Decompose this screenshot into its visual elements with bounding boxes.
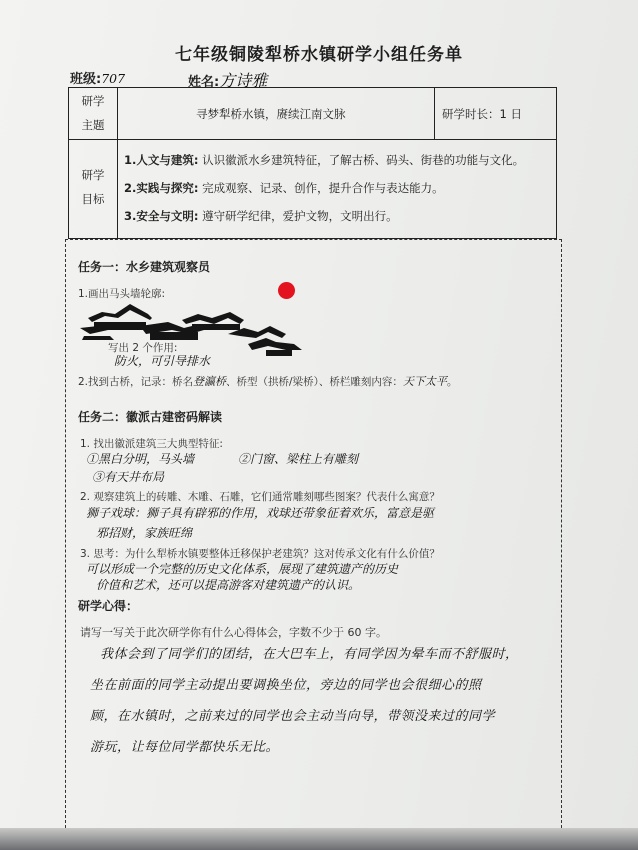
task-area-top — [65, 239, 562, 240]
name-value: 方诗雅 — [219, 71, 268, 90]
task1-title: 任务一：水乡建筑观察员 — [78, 260, 211, 274]
task1-q2: 2.找到古桥，记录：桥名登瀛桥、桥型（拱桥/梁桥）、桥栏雕刻内容：天下太平。 — [78, 375, 458, 388]
task2-q1-answer: ②门窗、梁柱上有雕刻 — [238, 452, 359, 466]
task2-q2-answer: 狮子戏球：狮子具有辟邪的作用，戏球还带象征着欢乐，富意是驱 — [86, 506, 435, 520]
bridge-name-answer: 登瀛桥 — [193, 375, 227, 388]
task1-q1-sub: 写出 2 个作用: — [108, 342, 178, 354]
reflection-title: 研学心得： — [78, 599, 139, 613]
task2-q3: 3. 思考：为什么犁桥水镇要整体迁移保护老建筑？这对传承文化有什么价值？ — [80, 548, 440, 560]
table-divider — [117, 87, 118, 238]
task2-title: 任务二：徽派古建密码解读 — [78, 410, 223, 424]
reflection-line: 游玩，让每位同学都快乐无比。 — [90, 740, 280, 755]
goal-item: 2.实践与探究: 完成观察、记录、创作，提升合作与表达能力。 — [124, 181, 444, 195]
task1-q1-answer: 防火，可引导排水 — [114, 354, 211, 368]
task1-q1: 1.画出马头墙轮廓: — [78, 288, 166, 300]
class-label: 班级: — [70, 72, 102, 87]
photo-background — [0, 828, 638, 850]
class-value: 707 — [101, 71, 126, 86]
task2-q1: 1. 找出徽派建筑三大典型特征: — [80, 438, 223, 450]
red-sun-drawing — [278, 282, 295, 299]
carving-answer: 天下太平 — [402, 375, 447, 388]
name-label: 姓名: — [188, 75, 220, 90]
reflection-prompt: 请写一写关于此次研学你有什么心得体会，字数不少于 60 字。 — [80, 626, 387, 639]
task2-q3-answer: 价值和艺术，还可以提高游客对建筑遗产的认识。 — [96, 578, 361, 592]
goal-item: 1.人文与建筑: 认识徽派水乡建筑特征，了解古桥、码头、街巷的功能与文化。 — [124, 153, 525, 167]
page-title: 七年级铜陵犁桥水镇研学小组任务单 — [175, 45, 463, 65]
task2-q1-answer: ①黑白分明，马头墙 — [86, 452, 195, 466]
goal-item: 3.安全与文明: 遵守研学纪律，爱护文物，文明出行。 — [124, 209, 398, 223]
topic-label: 研学 主题 — [81, 94, 105, 132]
task2-q2: 2. 观察建筑上的砖雕、木雕、石雕，它们通常雕刻哪些图案？代表什么寓意？ — [80, 491, 440, 503]
topic-text: 寻梦犁桥水镇，赓续江南文脉 — [196, 107, 346, 121]
reflection-line: 我体会到了同学们的团结，在大巴车上，有同学因为晕车而不舒服时， — [100, 647, 519, 662]
table-divider — [68, 139, 557, 140]
task2-q3-answer: 可以形成一个完整的历史文化体系，展现了建筑遗产的历史 — [86, 562, 399, 576]
task2-q2-answer: 邪招财，家族旺绵 — [96, 526, 193, 540]
reflection-line: 顾，在水镇时，之前来过的同学也会主动当向导，带领没来过的同学 — [90, 709, 496, 724]
goals-label: 研学 目标 — [81, 168, 105, 206]
class-field — [70, 68, 125, 87]
table-divider — [434, 87, 435, 139]
task2-q1-answer: ③有天井布局 — [92, 470, 165, 484]
reflection-line: 坐在前面的同学主动提出要调换坐位，旁边的同学也会很细心的照 — [90, 678, 482, 693]
duration-text: 研学时长：1 日 — [442, 107, 522, 121]
